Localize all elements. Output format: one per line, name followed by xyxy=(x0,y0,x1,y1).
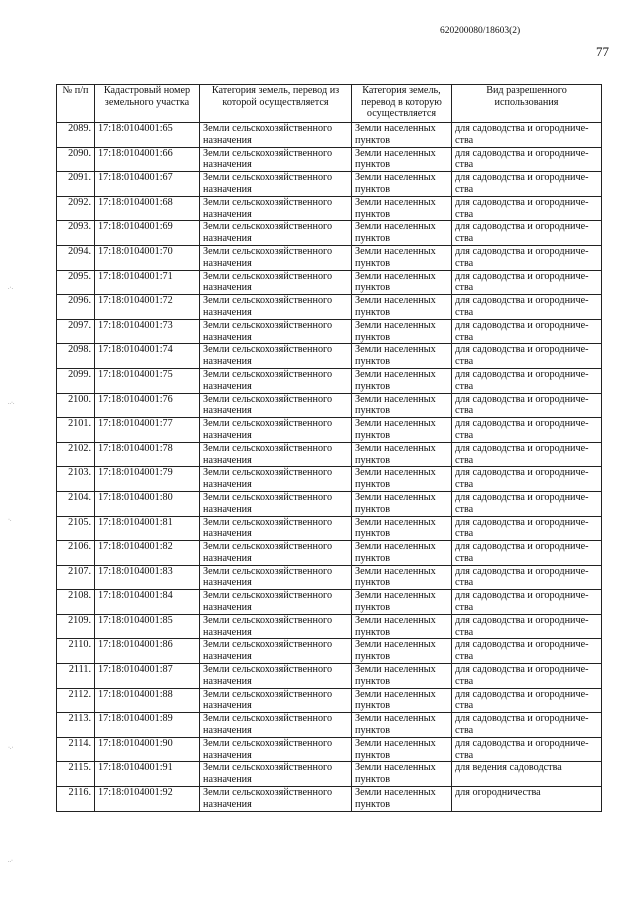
category-from: Земли сельскохозяйственного назначения xyxy=(200,541,352,566)
row-number: 2104. xyxy=(57,491,95,516)
table-row xyxy=(57,418,602,443)
scan-mark: ..·. xyxy=(8,400,15,406)
category-from: Земли сельскохозяйственного назначения xyxy=(200,737,352,762)
category-from: Земли сельскохозяйственного назначения xyxy=(200,123,352,148)
category-from: Земли сельскохозяйственного назначения xyxy=(200,368,352,393)
category-to: Земли населенных пунктов xyxy=(352,295,452,320)
row-number: 2091. xyxy=(57,172,95,197)
category-to: Земли населенных пунктов xyxy=(352,688,452,713)
cadastral-number: 17:18:0104001:72 xyxy=(95,295,200,320)
category-to: Земли населенных пунктов xyxy=(352,516,452,541)
permitted-use: для садоводства и огородниче-ства xyxy=(452,590,602,615)
permitted-use: для садоводства и огородниче-ства xyxy=(452,639,602,664)
permitted-use: для садоводства и огородниче-ства xyxy=(452,221,602,246)
category-to: Земли населенных пунктов xyxy=(352,418,452,443)
permitted-use: для садоводства и огородниче-ства xyxy=(452,664,602,689)
category-from: Земли сельскохозяйственного назначения xyxy=(200,221,352,246)
row-number: 2113. xyxy=(57,713,95,738)
table-row xyxy=(57,713,602,738)
category-from: Земли сельскохозяйственного назначения xyxy=(200,319,352,344)
category-to: Земли населенных пунктов xyxy=(352,344,452,369)
category-from: Земли сельскохозяйственного назначения xyxy=(200,270,352,295)
table-row xyxy=(57,172,602,197)
permitted-use: для садоводства и огородниче-ства xyxy=(452,442,602,467)
permitted-use: для ведения садоводства xyxy=(452,762,602,787)
category-to: Земли населенных пунктов xyxy=(352,393,452,418)
page-number: 77 xyxy=(596,44,609,59)
cadastral-number: 17:18:0104001:79 xyxy=(95,467,200,492)
category-to: Земли населенных пунктов xyxy=(352,196,452,221)
row-number: 2093. xyxy=(57,221,95,246)
cadastral-number: 17:18:0104001:65 xyxy=(95,123,200,148)
row-number: 2097. xyxy=(57,319,95,344)
category-to: Земли населенных пунктов xyxy=(352,590,452,615)
permitted-use: для садоводства и огородниче-ства xyxy=(452,491,602,516)
row-number: 2100. xyxy=(57,393,95,418)
category-from: Земли сельскохозяйственного назначения xyxy=(200,344,352,369)
category-to: Земли населенных пунктов xyxy=(352,762,452,787)
cadastral-number: 17:18:0104001:75 xyxy=(95,368,200,393)
column-header-permitted-use: Вид разрешенного использования xyxy=(452,85,602,123)
category-from: Земли сельскохозяйственного назначения xyxy=(200,442,352,467)
permitted-use: для садоводства и огородниче-ства xyxy=(452,123,602,148)
category-from: Земли сельскохозяйственного назначения xyxy=(200,639,352,664)
table-row xyxy=(57,467,602,492)
category-from: Земли сельскохозяйственного назначения xyxy=(200,245,352,270)
category-from: Земли сельскохозяйственного назначения xyxy=(200,295,352,320)
row-number: 2099. xyxy=(57,368,95,393)
permitted-use: для огородничества xyxy=(452,787,602,812)
table-row xyxy=(57,344,602,369)
category-to: Земли населенных пунктов xyxy=(352,245,452,270)
row-number: 2096. xyxy=(57,295,95,320)
cadastral-number: 17:18:0104001:84 xyxy=(95,590,200,615)
permitted-use: для садоводства и огородниче-ства xyxy=(452,614,602,639)
table-row xyxy=(57,147,602,172)
table-row xyxy=(57,639,602,664)
cadastral-number: 17:18:0104001:71 xyxy=(95,270,200,295)
category-to: Земли населенных пунктов xyxy=(352,541,452,566)
cadastral-number: 17:18:0104001:77 xyxy=(95,418,200,443)
table-row xyxy=(57,393,602,418)
permitted-use: для садоводства и огородниче-ства xyxy=(452,196,602,221)
cadastral-number: 17:18:0104001:90 xyxy=(95,737,200,762)
permitted-use: для садоводства и огородниче-ства xyxy=(452,245,602,270)
permitted-use: для садоводства и огородниче-ства xyxy=(452,565,602,590)
table-row xyxy=(57,270,602,295)
row-number: 2090. xyxy=(57,147,95,172)
row-number: 2110. xyxy=(57,639,95,664)
category-from: Земли сельскохозяйственного назначения xyxy=(200,565,352,590)
permitted-use: для садоводства и огородниче-ства xyxy=(452,541,602,566)
cadastral-number: 17:18:0104001:78 xyxy=(95,442,200,467)
cadastral-number: 17:18:0104001:83 xyxy=(95,565,200,590)
row-number: 2095. xyxy=(57,270,95,295)
permitted-use: для садоводства и огородниче-ства xyxy=(452,418,602,443)
cadastral-number: 17:18:0104001:80 xyxy=(95,491,200,516)
category-from: Земли сельскохозяйственного назначения xyxy=(200,172,352,197)
scan-mark: ·.· xyxy=(8,745,14,751)
table-row xyxy=(57,688,602,713)
cadastral-number: 17:18:0104001:86 xyxy=(95,639,200,664)
category-to: Земли населенных пунктов xyxy=(352,664,452,689)
cadastral-number: 17:18:0104001:76 xyxy=(95,393,200,418)
table-row xyxy=(57,196,602,221)
cadastral-number: 17:18:0104001:85 xyxy=(95,614,200,639)
table-row xyxy=(57,737,602,762)
cadastral-number: 17:18:0104001:89 xyxy=(95,713,200,738)
cadastral-number: 17:18:0104001:82 xyxy=(95,541,200,566)
table-header-row xyxy=(57,85,602,123)
row-number: 2114. xyxy=(57,737,95,762)
table-row xyxy=(57,319,602,344)
permitted-use: для садоводства и огородниче-ства xyxy=(452,737,602,762)
category-from: Земли сельскохозяйственного назначения xyxy=(200,787,352,812)
permitted-use: для садоводства и огородниче-ства xyxy=(452,713,602,738)
row-number: 2105. xyxy=(57,516,95,541)
table-row xyxy=(57,565,602,590)
permitted-use: для садоводства и огородниче-ства xyxy=(452,688,602,713)
permitted-use: для садоводства и огородниче-ства xyxy=(452,467,602,492)
row-number: 2094. xyxy=(57,245,95,270)
table-row xyxy=(57,762,602,787)
row-number: 2106. xyxy=(57,541,95,566)
cadastral-number: 17:18:0104001:67 xyxy=(95,172,200,197)
row-number: 2116. xyxy=(57,787,95,812)
row-number: 2112. xyxy=(57,688,95,713)
category-to: Земли населенных пунктов xyxy=(352,147,452,172)
category-to: Земли населенных пунктов xyxy=(352,639,452,664)
scan-mark: .·. xyxy=(8,285,13,291)
category-to: Земли населенных пунктов xyxy=(352,270,452,295)
table-row xyxy=(57,664,602,689)
table-row xyxy=(57,295,602,320)
permitted-use: для садоводства и огородниче-ства xyxy=(452,368,602,393)
row-number: 2102. xyxy=(57,442,95,467)
cadastral-number: 17:18:0104001:81 xyxy=(95,516,200,541)
row-number: 2108. xyxy=(57,590,95,615)
scan-mark: ·. xyxy=(8,517,12,523)
row-number: 2089. xyxy=(57,123,95,148)
table-row xyxy=(57,516,602,541)
table-row xyxy=(57,590,602,615)
land-plots-table xyxy=(56,84,602,812)
row-number: 2098. xyxy=(57,344,95,369)
category-to: Земли населенных пунктов xyxy=(352,442,452,467)
category-from: Земли сельскохозяйственного назначения xyxy=(200,491,352,516)
scan-mark: ..· xyxy=(8,858,13,864)
category-to: Земли населенных пунктов xyxy=(352,172,452,197)
category-to: Земли населенных пунктов xyxy=(352,614,452,639)
category-from: Земли сельскохозяйственного назначения xyxy=(200,418,352,443)
category-to: Земли населенных пунктов xyxy=(352,737,452,762)
permitted-use: для садоводства и огородниче-ства xyxy=(452,270,602,295)
category-from: Земли сельскохозяйственного назначения xyxy=(200,713,352,738)
category-from: Земли сельскохозяйственного назначения xyxy=(200,590,352,615)
permitted-use: для садоводства и огородниче-ства xyxy=(452,393,602,418)
category-from: Земли сельскохозяйственного назначения xyxy=(200,196,352,221)
cadastral-number: 17:18:0104001:88 xyxy=(95,688,200,713)
category-from: Земли сельскохозяйственного назначения xyxy=(200,762,352,787)
row-number: 2101. xyxy=(57,418,95,443)
table-row xyxy=(57,245,602,270)
permitted-use: для садоводства и огородниче-ства xyxy=(452,147,602,172)
cadastral-number: 17:18:0104001:70 xyxy=(95,245,200,270)
cadastral-number: 17:18:0104001:66 xyxy=(95,147,200,172)
cadastral-number: 17:18:0104001:69 xyxy=(95,221,200,246)
permitted-use: для садоводства и огородниче-ства xyxy=(452,344,602,369)
cadastral-number: 17:18:0104001:92 xyxy=(95,787,200,812)
table-row xyxy=(57,221,602,246)
category-to: Земли населенных пунктов xyxy=(352,467,452,492)
category-from: Земли сельскохозяйственного назначения xyxy=(200,516,352,541)
category-from: Земли сельскохозяйственного назначения xyxy=(200,614,352,639)
row-number: 2115. xyxy=(57,762,95,787)
table-row xyxy=(57,368,602,393)
category-to: Земли населенных пунктов xyxy=(352,713,452,738)
cadastral-number: 17:18:0104001:87 xyxy=(95,664,200,689)
column-header-number: № п/п xyxy=(57,85,95,123)
category-from: Земли сельскохозяйственного назначения xyxy=(200,467,352,492)
table-row xyxy=(57,442,602,467)
row-number: 2111. xyxy=(57,664,95,689)
table-row xyxy=(57,614,602,639)
permitted-use: для садоводства и огородниче-ства xyxy=(452,516,602,541)
permitted-use: для садоводства и огородниче-ства xyxy=(452,172,602,197)
row-number: 2092. xyxy=(57,196,95,221)
category-from: Земли сельскохозяйственного назначения xyxy=(200,664,352,689)
category-from: Земли сельскохозяйственного назначения xyxy=(200,393,352,418)
table-row xyxy=(57,491,602,516)
permitted-use: для садоводства и огородниче-ства xyxy=(452,319,602,344)
category-from: Земли сельскохозяйственного назначения xyxy=(200,147,352,172)
cadastral-number: 17:18:0104001:73 xyxy=(95,319,200,344)
category-to: Земли населенных пунктов xyxy=(352,491,452,516)
category-to: Земли населенных пунктов xyxy=(352,319,452,344)
category-to: Земли населенных пунктов xyxy=(352,368,452,393)
table-row xyxy=(57,541,602,566)
table-row xyxy=(57,787,602,812)
row-number: 2109. xyxy=(57,614,95,639)
cadastral-number: 17:18:0104001:68 xyxy=(95,196,200,221)
category-to: Земли населенных пунктов xyxy=(352,221,452,246)
row-number: 2103. xyxy=(57,467,95,492)
cadastral-number: 17:18:0104001:74 xyxy=(95,344,200,369)
category-to: Земли населенных пунктов xyxy=(352,565,452,590)
table-row xyxy=(57,123,602,148)
permitted-use: для садоводства и огородниче-ства xyxy=(452,295,602,320)
column-header-category-to: Категория земель, перевод в которую осуществляется xyxy=(352,85,452,123)
category-to: Земли населенных пунктов xyxy=(352,123,452,148)
category-to: Земли населенных пунктов xyxy=(352,787,452,812)
category-from: Земли сельскохозяйственного назначения xyxy=(200,688,352,713)
row-number: 2107. xyxy=(57,565,95,590)
document-code: 620200080/18603(2) xyxy=(440,26,521,36)
cadastral-number: 17:18:0104001:91 xyxy=(95,762,200,787)
column-header-cadastral: Кадастровый номер земельного участка xyxy=(95,85,200,123)
column-header-category-from: Категория земель, перевод из которой осуществляется xyxy=(200,85,352,123)
